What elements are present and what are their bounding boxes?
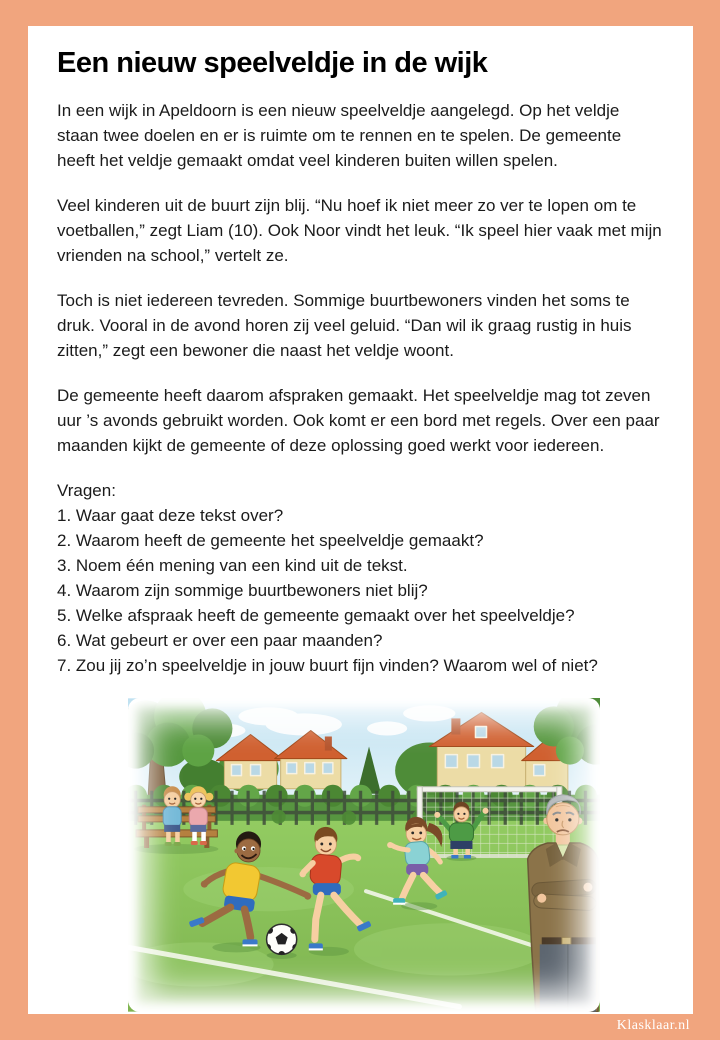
soccer-ball bbox=[264, 924, 299, 959]
worksheet-page bbox=[28, 26, 693, 1014]
question-item-7: 7. Zou jij zo’n speelveldje in jouw buurt fijn vinden? Waarom wel of niet? bbox=[57, 656, 598, 675]
watermark: Klasklaar.nl bbox=[616, 1018, 690, 1033]
paragraph-agreements: De gemeente heeft daarom afspraken gemaakt. Het speelveldje mag tot zeven uur ’s avonds gebruikt worden. Ook komt er een bord met regels. Over een paar maanden kijkt de gemeente of deze oplossing goed werkt voor iedereen. bbox=[57, 386, 660, 455]
questions-label: Vragen: bbox=[57, 481, 116, 500]
question-item-6: 6. Wat gebeurt er over een paar maanden? bbox=[57, 631, 383, 650]
paragraph-neighbours: Toch is niet iedereen tevreden. Sommige buurtbewoners vinden het soms te druk. Vooral in de avond horen zij veel geluid. “Dan wil ik graag rustig in huis zitten,” zegt een bewoner die naast het veldje woont. bbox=[57, 291, 632, 360]
paragraph-children-happy: Veel kinderen uit de buurt zijn blij. “Nu hoef ik niet meer zo ver te lopen om te voetballen,” zegt Liam (10). Ook Noor vindt het leuk. “Ik speel hier vaak met mijn vrienden na school,” vertelt ze. bbox=[57, 196, 662, 265]
questions-section bbox=[57, 478, 663, 678]
text-content bbox=[28, 26, 693, 678]
question-item-3: 3. Noem één mening van een kind uit de tekst. bbox=[57, 556, 408, 575]
question-item-2: 2. Waarom heeft de gemeente het speelveldje gemaakt? bbox=[57, 531, 484, 550]
playground-illustration bbox=[128, 698, 600, 1012]
question-item-5: 5. Welke afspraak heeft de gemeente gemaakt over het speelveldje? bbox=[57, 606, 575, 625]
question-item-1: 1. Waar gaat deze tekst over? bbox=[57, 506, 284, 525]
paragraph-intro: In een wijk in Apeldoorn is een nieuw speelveldje aangelegd. Op het veldje staan twee doelen en er is ruimte om te rennen en te spelen. De gemeente heeft het veldje gemaakt omdat veel kinderen buiten willen spelen. bbox=[57, 101, 622, 170]
question-item-4: 4. Waarom zijn sommige buurtbewoners niet blij? bbox=[57, 581, 428, 600]
page-title: Een nieuw speelveldje in de wijk bbox=[57, 47, 488, 79]
